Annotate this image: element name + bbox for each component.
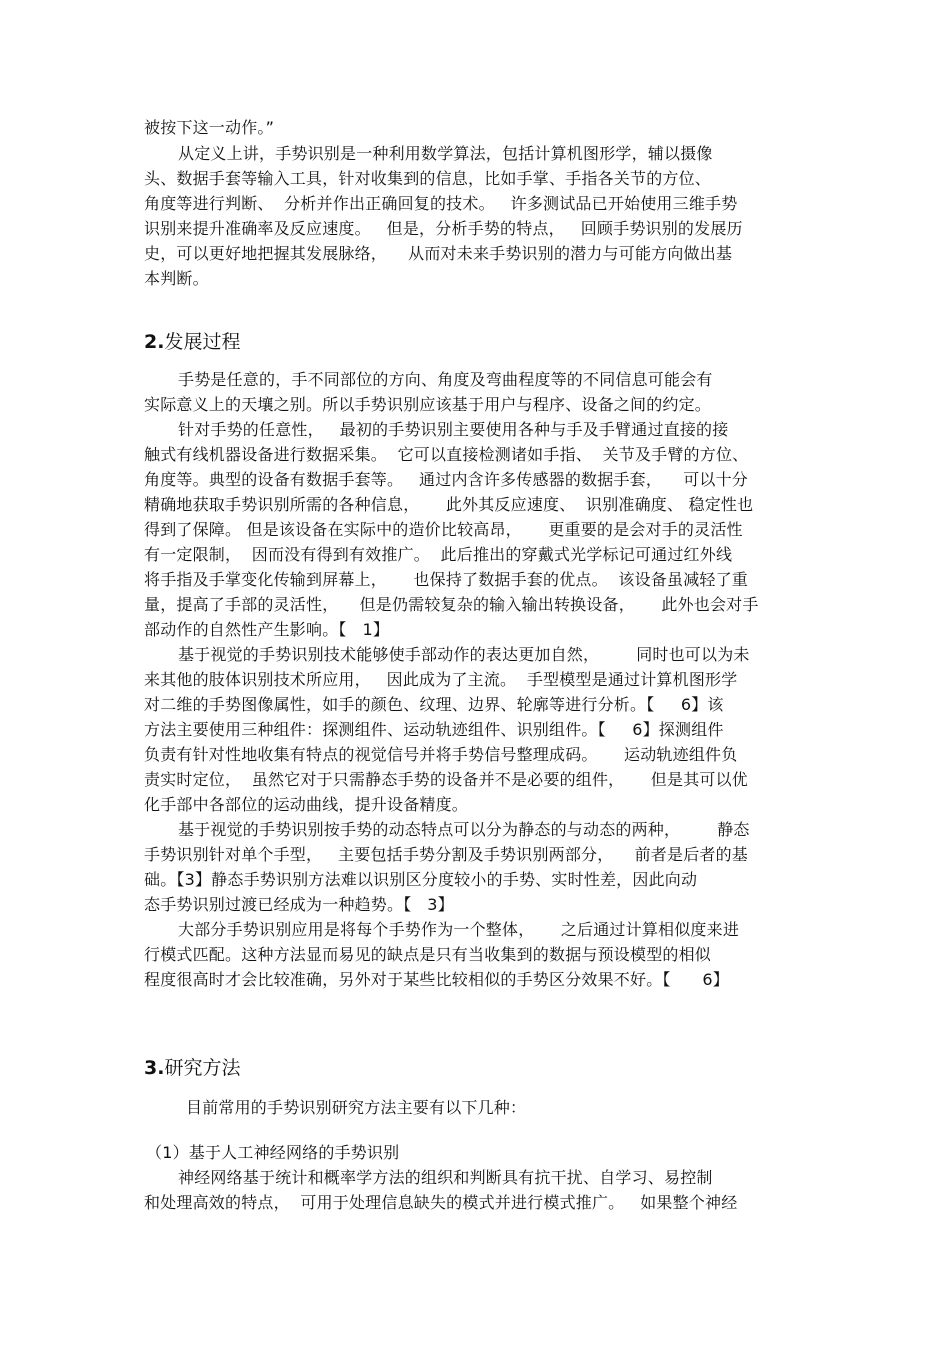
section-2-number: 2. — [144, 331, 165, 353]
section-3-title: 研究方法 — [164, 1057, 241, 1079]
intro-line-3: 头、数据手套等输入工具，针对收集到的信息，比如手掌、手指各关节的方位、 — [144, 169, 712, 188]
s3-subheading-1: （1）基于人工神经网络的手势识别 — [146, 1143, 400, 1162]
s2-line-16: 负责有针对性地收集有特点的视觉信号并将手势信号整理成码。 运动轨迹组件负 — [144, 745, 738, 764]
s2-line-22: 态手势识别过渡已经成为一种趋势。【 3】 — [144, 895, 454, 914]
intro-line-1: 被按下这一动作。” — [144, 118, 275, 137]
s2-line-18: 化手部中各部位的运动曲线，提升设备精度。 — [144, 795, 469, 814]
intro-line-7: 本判断。 — [144, 269, 209, 288]
s3-line-4: 和处理高效的特点， 可用于处理信息缺失的模式并进行模式推广。 如果整个神经 — [144, 1193, 738, 1212]
s2-line-25: 程度很高时才会比较准确，另外对于某些比较相似的手势区分效果不好。【 6】 — [144, 970, 729, 989]
intro-line-5: 识别来提升准确率及反应速度。 但是，分析手势的特点， 回顾手势识别的发展历 — [144, 219, 743, 238]
section-3-heading — [144, 1056, 240, 1080]
section-3-number: 3. — [144, 1057, 165, 1079]
s2-line-7: 得到了保障。 但是该设备在实际中的造价比较高昂， 更重要的是会对手的灵活性 — [144, 520, 743, 539]
s2-line-6: 精确地获取手势识别所需的各种信息， 此外其反应速度、 识别准确度、 稳定性也 — [144, 495, 754, 514]
section-2-title: 发展过程 — [164, 331, 241, 353]
s2-line-2: 实际意义上的天壤之别。所以手势识别应该基于用户与程序、设备之间的约定。 — [144, 395, 712, 414]
s2-line-3: 针对手势的任意性， 最初的手势识别主要使用各种与手及手臂通过直接的接 — [178, 420, 729, 439]
s3-line-3: 神经网络基于统计和概率学方法的组织和判断具有抗干扰、自学习、易控制 — [178, 1168, 713, 1187]
intro-line-6: 史，可以更好地把握其发展脉络， 从而对未来手势识别的潜力与可能方向做出基 — [144, 244, 733, 263]
s2-line-13: 来其他的肢体识别技术所应用， 因此成为了主流。 手型模型是通过计算机图形学 — [144, 670, 738, 689]
intro-line-2: 从定义上讲，手势识别是一种利用数学算法，包括计算机图形学，辅以摄像 — [178, 144, 713, 163]
s2-line-15: 方法主要使用三种组件：探测组件、运动轨迹组件、识别组件。【 6】探测组件 — [144, 720, 724, 739]
s3-intro-line: 目前常用的手势识别研究方法主要有以下几种： — [186, 1098, 527, 1117]
intro-line-4: 角度等进行判断、 分析并作出正确回复的技术。 许多测试品已开始使用三维手势 — [144, 194, 738, 213]
s2-line-14: 对二维的手势图像属性，如手的颜色、纹理、边界、轮廓等进行分析。【 6】该 — [144, 695, 724, 714]
section-2-heading — [144, 330, 240, 354]
s2-line-20: 手势识别针对单个手型， 主要包括手势分割及手势识别两部分， 前者是后者的基 — [144, 845, 749, 864]
s2-line-19: 基于视觉的手势识别按手势的动态特点可以分为静态的与动态的两种， 静态 — [178, 820, 750, 839]
s2-line-9: 将手指及手掌变化传输到屏幕上， 也保持了数据手套的优点。 该设备虽减轻了重 — [144, 570, 749, 589]
s2-line-24: 行模式匹配。这种方法显而易见的缺点是只有当收集到的数据与预设模型的相似 — [144, 945, 712, 964]
s2-line-8: 有一定限制， 因而没有得到有效推广。 此后推出的穿戴式光学标记可通过红外线 — [144, 545, 733, 564]
s2-line-12: 基于视觉的手势识别技术能够使手部动作的表达更加自然， 同时也可以为未 — [178, 645, 750, 664]
s2-line-17: 责实时定位， 虽然它对于只需静态手势的设备并不是必要的组件， 但是其可以优 — [144, 770, 749, 789]
s2-line-23: 大部分手势识别应用是将每个手势作为一个整体， 之后通过计算相似度来进 — [178, 920, 740, 939]
s2-line-1: 手势是任意的，手不同部位的方向、角度及弯曲程度等的不同信息可能会有 — [178, 370, 713, 389]
s2-line-11: 部动作的自然性产生影响。【 1】 — [144, 620, 390, 639]
s2-line-21: 础。【3】静态手势识别方法难以识别区分度较小的手势、实时性差，因此向动 — [144, 870, 698, 889]
s2-line-4: 触式有线机器设备进行数据采集。 它可以直接检测诸如手指、 关节及手臂的方位、 — [144, 445, 749, 464]
s2-line-5: 角度等。典型的设备有数据手套等。 通过内含许多传感器的数据手套， 可以十分 — [144, 470, 749, 489]
s2-line-10: 量，提高了手部的灵活性， 但是仍需较复杂的输入输出转换设备， 此外也会对手 — [144, 595, 759, 614]
